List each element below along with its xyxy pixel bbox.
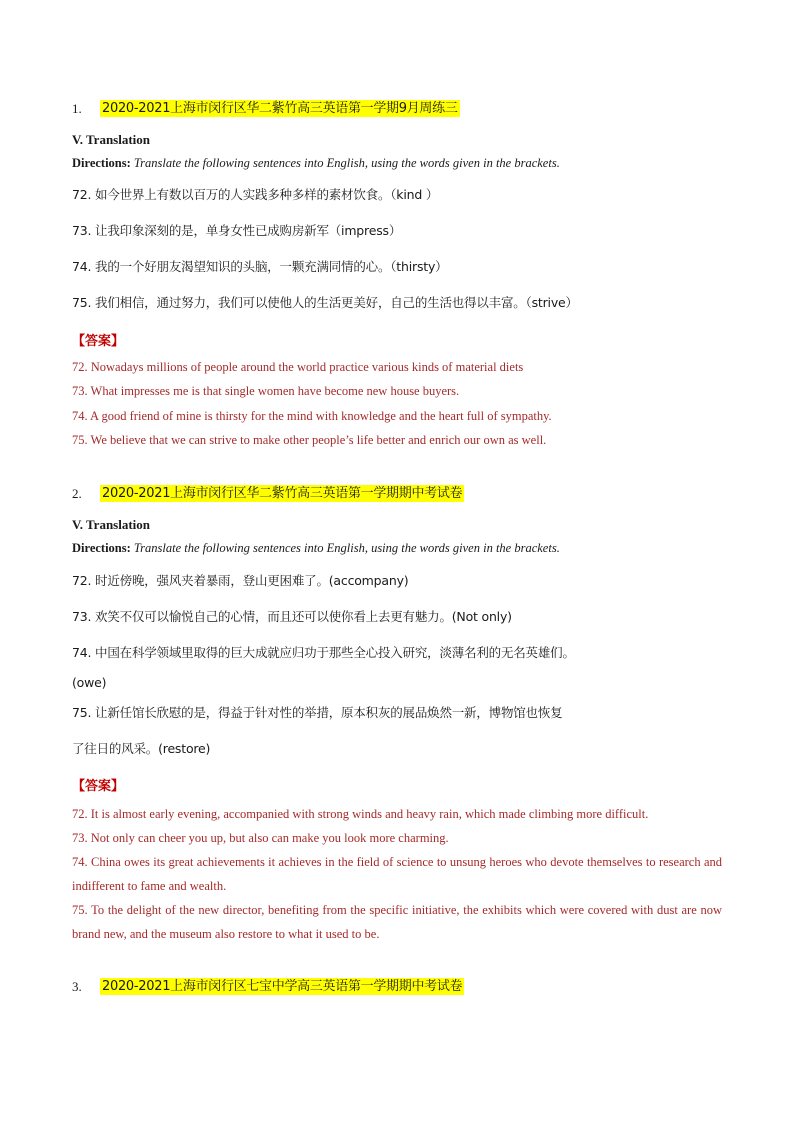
section-2-heading: V. Translation: [72, 517, 151, 532]
section-1-question-73: 73. 让我印象深刻的是，单身女性已成购房新军（impress）: [72, 223, 402, 238]
section-2-number: 2.: [72, 486, 82, 501]
section-1-number: 1.: [72, 101, 82, 116]
section-2-question-74-keyword: (owe): [72, 675, 107, 690]
section-1-answer-74: 74. A good friend of mine is thirsty for the mind with knowledge and the heart full of sympathy.: [72, 409, 552, 423]
section-1-title: 2020-2021上海市闵行区华二紫竹高三英语第一学期9月周练三: [102, 101, 458, 116]
section-2-answer-75: 75. To the delight of the new director, benefiting from the specific initiative, the exhibits which were covered with dust are now brand new, and the museum also restore to what it used to be.: [72, 903, 722, 941]
section-2-question-72: 72. 时近傍晚，强风夹着暴雨，登山更困难了。(accompany): [72, 573, 409, 588]
section-1-answer-72: 72. Nowadays millions of people around the world practice various kinds of material diets: [72, 360, 524, 374]
section-2-directions: [72, 541, 560, 556]
section-1-directions-label: Directions:: [72, 156, 131, 170]
section-1-answer-label: 【答案】: [72, 334, 125, 349]
section-2-answer-label: 【答案】: [72, 779, 125, 794]
section-1-answer-73: 73. What impresses me is that single women have become new house buyers.: [72, 384, 460, 398]
section-3-title-wrap: [100, 977, 464, 995]
section-2-directions-label: Directions:: [72, 541, 131, 555]
section-2-question-75-continued: 了往日的风采。(restore): [72, 741, 211, 756]
section-1-answer-75: 75. We believe that we can strive to make other people’s life better and enrich our own as well.: [72, 433, 547, 447]
section-2-answer-73: 73. Not only can cheer you up, but also can make you look more charming.: [72, 831, 449, 845]
section-1-question-75: 75. 我们相信，通过努力，我们可以使他人的生活更美好，自己的生活也得以丰富。（strive）: [72, 295, 578, 310]
section-2-answer-74: 74. China owes its great achievements it achieves in the field of science to unsung heroes who devote themselves to research and indifferent to fame and wealth.: [72, 855, 722, 893]
section-2-title: 2020-2021上海市闵行区华二紫竹高三英语第一学期期中考试卷: [102, 486, 463, 501]
section-2-answers: [72, 802, 722, 946]
section-3-number: 3.: [72, 979, 82, 994]
section-1-heading: V. Translation: [72, 132, 151, 147]
section-1-directions: [72, 156, 560, 171]
section-2-answer-72: 72. It is almost early evening, accompanied with strong winds and heavy rain, which made climbing more difficult.: [72, 807, 649, 821]
section-1-question-72: 72. 如今世界上有数以百万的人实践多种多样的素材饮食。（kind ）: [72, 187, 439, 202]
section-2-question-73: 73. 欢笑不仅可以愉悦自己的心情，而且还可以使你看上去更有魅力。(Not only): [72, 609, 512, 624]
section-3-title: 2020-2021上海市闵行区七宝中学高三英语第一学期期中考试卷: [102, 979, 463, 994]
section-1-question-74: 74. 我的一个好朋友渴望知识的头脑，一颗充满同情的心。（thirsty）: [72, 259, 448, 274]
section-1-title-wrap: [100, 99, 460, 117]
section-1-directions-text: Translate the following sentences into English, using the words given in the brackets.: [133, 156, 560, 170]
section-2-question-74: 74. 中国在科学领域里取得的巨大成就应归功于那些全心投入研究，淡薄名利的无名英雄们。: [72, 645, 575, 660]
section-2-directions-text: Translate the following sentences into English, using the words given in the brackets.: [133, 541, 560, 555]
section-2-question-75: 75. 让新任馆长欣慰的是，得益于针对性的举措，原本积灰的展品焕然一新，博物馆也恢复: [72, 705, 563, 720]
section-2-title-wrap: [100, 484, 464, 502]
